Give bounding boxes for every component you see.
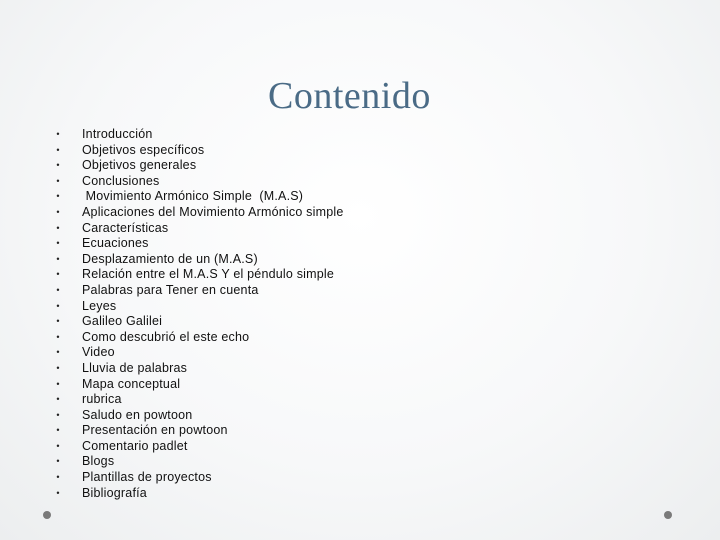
- list-item-label: Conclusiones: [82, 173, 160, 188]
- list-item-label: Comentario padlet: [82, 438, 188, 453]
- list-item-label: Lluvia de palabras: [82, 360, 188, 375]
- bullet-icon: •: [56, 472, 60, 483]
- list-item-label: Características: [82, 220, 169, 235]
- list-item: [54, 236, 344, 252]
- list-item: [54, 454, 344, 470]
- list-item-label: Relación entre el M.A.S Y el péndulo simple: [82, 267, 335, 282]
- bullet-icon: •: [56, 206, 60, 217]
- list-item-label: Palabras para Tener en cuenta: [82, 282, 259, 297]
- list-item-label: Leyes: [82, 298, 117, 313]
- bullet-icon: •: [56, 331, 60, 342]
- list-item: [54, 392, 344, 408]
- bullet-icon: •: [56, 409, 60, 420]
- bullet-icon: •: [56, 144, 60, 155]
- list-item-label: Ecuaciones: [82, 236, 149, 251]
- list-item: [54, 174, 344, 190]
- bullet-icon: •: [56, 175, 60, 186]
- bullet-icon: •: [56, 269, 60, 280]
- bullet-icon: •: [56, 222, 60, 233]
- list-item-label: Objetivos generales: [82, 158, 197, 173]
- list-item: [54, 205, 344, 221]
- slide-title: Contenido: [268, 75, 431, 117]
- bullet-icon: •: [56, 487, 60, 498]
- list-item: [54, 408, 344, 424]
- list-item: [54, 330, 344, 346]
- decorative-dot: [43, 511, 51, 519]
- list-item-label: Saludo en powtoon: [82, 407, 193, 422]
- list-item: [54, 423, 344, 439]
- list-item-label: Objetivos específicos: [82, 142, 205, 157]
- bullet-icon: •: [56, 300, 60, 311]
- list-item: [54, 345, 344, 361]
- bullet-icon: •: [56, 284, 60, 295]
- list-item: [54, 299, 344, 315]
- bullet-icon: •: [56, 238, 60, 249]
- list-item: [54, 361, 344, 377]
- list-item: [54, 189, 344, 205]
- list-item: [54, 470, 344, 486]
- list-item-label: Aplicaciones del Movimiento Armónico simple: [82, 204, 344, 219]
- bullet-icon: •: [56, 394, 60, 405]
- list-item-label: Plantillas de proyectos: [82, 470, 212, 485]
- bullet-icon: •: [56, 160, 60, 171]
- list-item: [54, 158, 344, 174]
- bullet-icon: •: [56, 440, 60, 451]
- list-item: [54, 314, 344, 330]
- bullet-icon: •: [56, 362, 60, 373]
- list-item-label: Movimiento Armónico Simple (M.A.S): [82, 189, 304, 204]
- list-item: [54, 267, 344, 283]
- bullet-icon: •: [56, 191, 60, 202]
- list-item: [54, 143, 344, 159]
- bullet-icon: •: [56, 456, 60, 467]
- list-item: [54, 486, 344, 502]
- contents-list: [54, 127, 344, 501]
- list-item: [54, 283, 344, 299]
- list-item-label: Video: [82, 345, 115, 360]
- list-item: [54, 377, 344, 393]
- list-item-label: Galileo Galilei: [82, 314, 163, 329]
- bullet-icon: •: [56, 347, 60, 358]
- bullet-icon: •: [56, 253, 60, 264]
- list-item: [54, 252, 344, 268]
- bullet-icon: •: [56, 316, 60, 327]
- list-item-label: Bibliografía: [82, 485, 147, 500]
- list-item-label: Mapa conceptual: [82, 376, 181, 391]
- list-item-label: Presentación en powtoon: [82, 423, 228, 438]
- list-item: [54, 221, 344, 237]
- bullet-icon: •: [56, 425, 60, 436]
- decorative-dot: [664, 511, 672, 519]
- bullet-icon: •: [56, 378, 60, 389]
- list-item: [54, 439, 344, 455]
- bullet-icon: •: [56, 129, 60, 139]
- list-item-label: Desplazamiento de un (M.A.S): [82, 251, 258, 266]
- list-item-label: Como descubrió el este echo: [82, 329, 250, 344]
- list-item-label: Blogs: [82, 454, 115, 469]
- list-item-label: rubrica: [82, 392, 122, 407]
- list-item-label: Introducción: [82, 127, 153, 141]
- list-item: [54, 127, 344, 143]
